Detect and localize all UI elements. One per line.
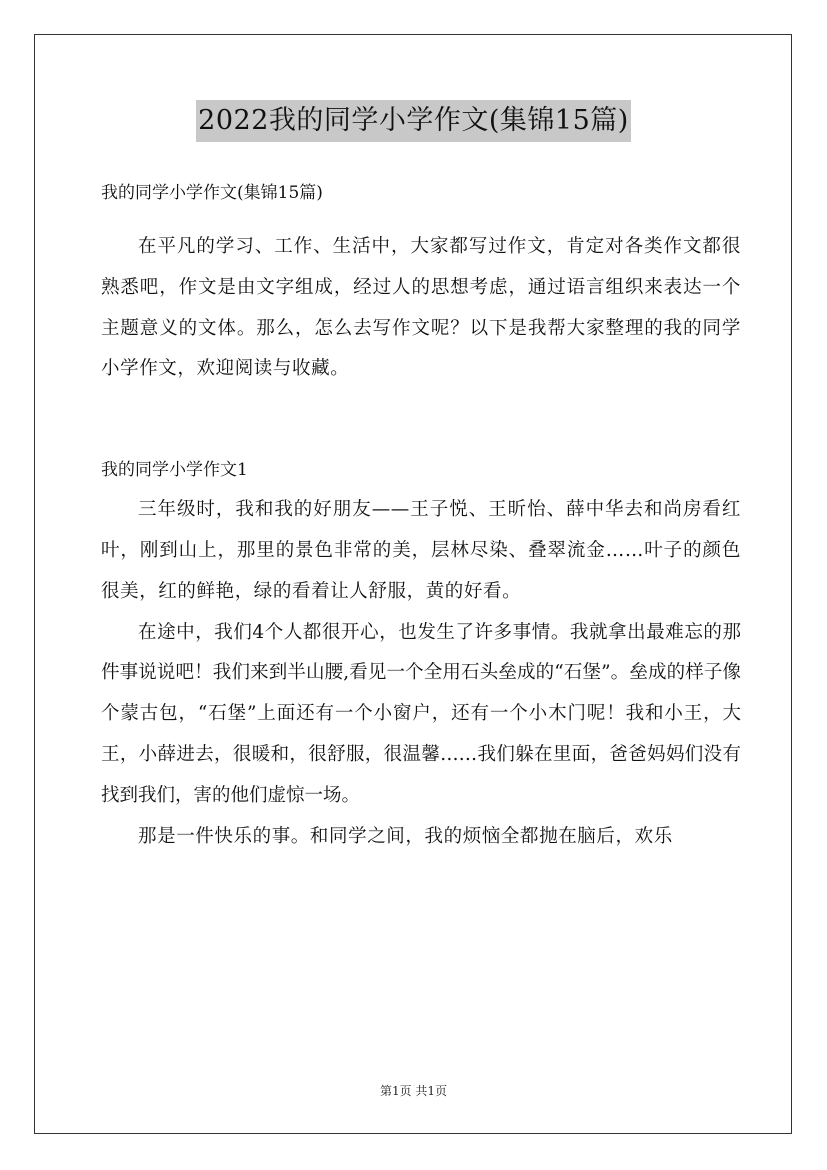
document-subtitle: 我的同学小学作文(集锦15篇) bbox=[101, 183, 323, 203]
body-paragraph-3: 那是一件快乐的事。和同学之间，我的烦恼全都抛在脑后，欢乐 bbox=[138, 825, 673, 847]
page-number: 第1页 共1页 bbox=[379, 1084, 448, 1098]
title-area bbox=[0, 100, 827, 142]
document-body bbox=[101, 175, 741, 857]
body-paragraph-2: 在途中，我们4个人都很开心，也发生了许多事情。我就拿出最难忘的那件事说说吧！我们来到半山腰,看见一个全用石头垒成的“石堡”。垒成的样子像个蒙古包，“石堡”上面还有一个小窗户，还有一个小木门呢！我和小王，大王，小薛进去，很暖和，很舒服，很温馨……我们躲在里面，爸爸妈妈们没有找到我们，害的他们虚惊一场。 bbox=[101, 621, 741, 806]
page-footer bbox=[0, 1082, 827, 1099]
document-title: 2022我的同学小学作文(集锦15篇) bbox=[196, 100, 631, 142]
intro-paragraph: 在平凡的学习、工作、生活中，大家都写过作文，肯定对各类作文都很熟悉吧，作文是由文字组成，经过人的思想考虑，通过语言组织来表达一个主题意义的文体。那么，怎么去写作文呢？以下是我帮大家整理的我的同学小学作文，欢迎阅读与收藏。 bbox=[101, 236, 741, 380]
section-heading: 我的同学小学作文1 bbox=[101, 460, 248, 481]
body-paragraph-1: 三年级时，我和我的好朋友——王子悦、王昕怡、薛中华去和尚房看红叶，刚到山上，那里的景色非常的美，层林尽染、叠翠流金……叶子的颜色很美，红的鲜艳，绿的看着让人舒服，黄的好看。 bbox=[101, 499, 741, 602]
